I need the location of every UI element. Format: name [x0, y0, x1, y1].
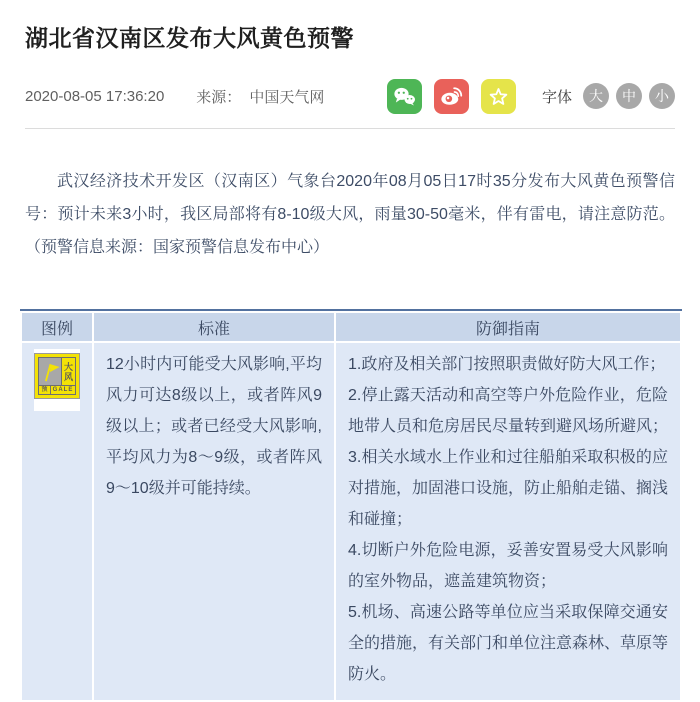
article-paragraph: 武汉经济技术开发区（汉南区）气象台2020年08月05日17时35分发布大风黄色预警信号：预计未来3小时，我区局部将有8-10级大风，雨量30-50毫米，伴有雷电，请注意防范。（预警信息来源：国家预警信息发布中心） [25, 173, 675, 256]
defense-item: 1.政府及相关部门按照职责做好防大风工作； [348, 356, 666, 373]
table-data-row [22, 343, 680, 700]
wechat-share-button[interactable] [387, 79, 422, 114]
warning-sign-image [34, 349, 80, 411]
meta-toolbar-row [25, 78, 675, 114]
wechat-icon [391, 83, 418, 110]
weibo-share-button[interactable] [434, 79, 469, 114]
legend-cell [22, 343, 92, 700]
page-title: 湖北省汉南区发布大风黄色预警 [25, 25, 354, 51]
defense-item: 3.相关水域水上作业和过往船舶采取积极的应对措施，加固港口设施，防止船舶走锚、搁浅和碰撞； [348, 449, 669, 528]
font-size-medium-button[interactable]: 中 [616, 83, 642, 109]
source-name: 中国天气网 [249, 88, 325, 106]
font-size-large-button[interactable]: 大 [583, 83, 609, 109]
header-legend: 图例 [22, 313, 92, 341]
sign-gale-label: GALE [52, 387, 74, 393]
standard-cell [94, 343, 334, 700]
defense-item: 5.机场、高速公路等单位应当采取保障交通安全的措施，有关部门和单位注意森林、草原等防火。 [348, 604, 669, 683]
font-size-label: 字体 [541, 88, 572, 106]
header-standard: 标准 [94, 313, 334, 341]
sign-level-label: 预 [39, 386, 50, 394]
font-size-control [542, 83, 675, 109]
warning-table [20, 309, 682, 702]
favorite-star-icon [485, 83, 512, 110]
header-divider [25, 128, 675, 129]
defense-item: 4.切断户外危险电源，妥善安置易受大风影响的室外物品，遮盖建筑物资； [348, 542, 668, 590]
font-size-small-button[interactable]: 小 [649, 83, 675, 109]
favorite-button[interactable] [481, 79, 516, 114]
header-defense-guide: 防御指南 [336, 313, 680, 341]
publish-date: 2020-08-05 17:36:20 [25, 87, 165, 105]
source-label: 来源： [196, 88, 242, 106]
article-meta [25, 86, 324, 107]
sign-type-label: 大 风 [62, 358, 75, 385]
weibo-icon [438, 83, 465, 110]
defense-guide-cell [336, 343, 680, 700]
share-and-font-toolbar [387, 79, 675, 114]
flag-icon [39, 358, 61, 385]
table-header-row [22, 313, 680, 341]
gale-yellow-warning-sign [35, 354, 79, 398]
defense-item: 2.停止露天活动和高空等户外危险作业，危险地带人员和危房居民尽量转到避风场所避风； [348, 387, 669, 435]
standard-text: 12小时内可能受大风影响,平均风力可达8级以上，或者阵风9级以上；或者已经受大风影响,平均风力为8～9级，或者阵风9～10级并可能持续。 [106, 356, 322, 497]
